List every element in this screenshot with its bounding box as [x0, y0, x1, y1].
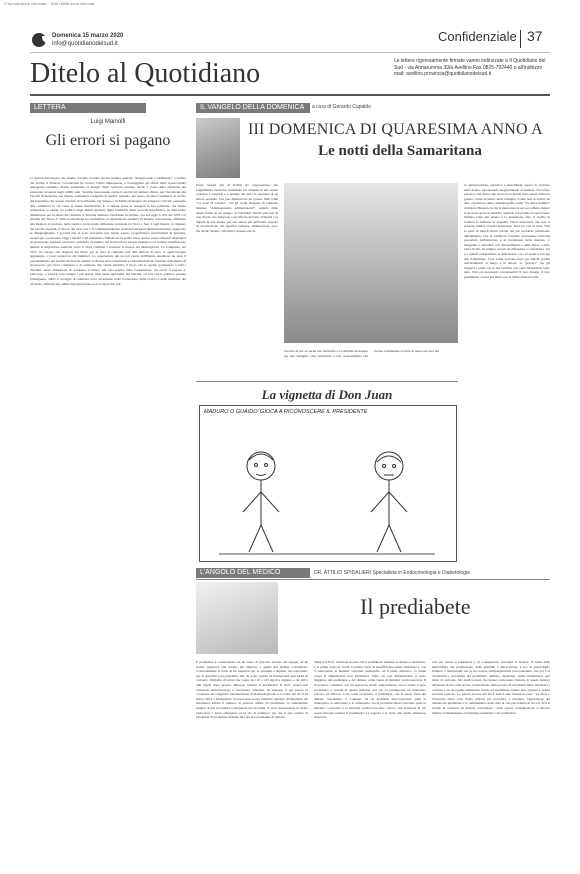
- header-date: Domenica 15 marzo 2020: [52, 33, 124, 39]
- gospel-subtitle: Le notti della Samaritana: [318, 143, 482, 159]
- letter-label-bar: LETTERA: [30, 103, 146, 113]
- doctor-photo: [196, 582, 278, 654]
- header-divider: [520, 30, 521, 48]
- doctor-column-2: Sempre il Prof. Chiasson ricorda che il prediabete, insieme al diabete conclamato, è la prima causa di cecità, la prima causa di insufficienza renale terminale e, con la neuropatia, le malattie vascolari periferiche, ed il piede diabetico, la prima causa di amputazione non traumatica. Tutto ciò non dimenticando il ruolo maggiore del prediabete e del diabete come causa di malattie cardiovascolari. Il ricercatore canadese, con un approccio molto anglosassone, evoca anche il peso economico e sociale di queste malattie, per cui va presupposto un intervento precoce ed efficace. Così come accennato, il prediabete, con la stessa forza del diabete conclamato, è connesso sia ad problemi microvascolari quali la retinopatia, la nefropatia e la retinopatia, sia di problemi macrovascolari quali la malattia coronarica e la malattia cerebrovascolare. Allora alla domanda di cui sopra: bisogna trattare il prediabete? La risposta è sì. Sono allo studio numerose molecole: [314, 660, 426, 720]
- cartoon-title: La vignetta di Don Juan: [261, 387, 393, 402]
- gospel-byline: a cura di Gerardo Capaldo: [312, 104, 371, 110]
- header-email[interactable]: info@quotidianodelsud.it: [52, 41, 118, 47]
- masthead-notice: Le lettere rigorosamente firmate vanno indirizzate a Il Quotidiano del Sud - via Annarumma 39/a Avellino Fax 0825-792440 o all'indirizzo mail: avellino.provincia@quotidianodelsud.it: [394, 58, 546, 78]
- masthead-title: Ditelo al Quotidiano: [30, 58, 261, 89]
- masthead-rule: [30, 94, 550, 96]
- doctor-rule: [196, 579, 550, 580]
- cartoon-rule-top: [196, 381, 458, 382]
- letter-title: Gli errori si pagano: [45, 132, 171, 149]
- gospel-title: III DOMENICA DI QUARESIMA ANNO A: [248, 121, 543, 138]
- doctor-column-1: Il prediabete è caratterizzato da un basso di glucosio elevato nel sangue, ad un livello superiore alla norma, ma inferiore a quello del diabete conclamato. Concretamente si tratta di tre superiori per la glicemia a digiuno, ma soprattutto per la glicemia post-prandiale, tale da poter parlare di intolleranza agli idrati di carbonio. Parliamo di valori che vanno da 110 a 125 mg/dl a digiuno, e da 140 a 199 mg/dl dopo pranzo. Bisogna trattare il prediabete? Il Prof. Jean-Louis Chiasson, endocrinologo e ricercatore canadese, ha espresso il suo parere in occasione del congresso internazionale di diabetologia che si è svolto dal 26 al 29 marzo 2013 a Montpellier. Il ricercatore suona l'allarme riguardo all'ampiezza del fenomeno. Infatti il numero di persone affette da prediabete va aumentando sempre di più e potrebbe raddoppiare nei prossimi 15 anni, interessando in molto particolare i paesi emergenti ed in via di sviluppo, per cui si può parlare di pandemia di prediabete insieme alla più nota pandemia di diabete.: [196, 660, 308, 720]
- gospel-column-2: favorire di per sé anche una maternità e la stabilità necessaria per una famiglia. Una sensibilità e una responsabilità che l'uomo solitamente avverte di meno nei suoi dei: [284, 349, 439, 358]
- section-name: Confidenziale: [438, 29, 517, 44]
- cartoon-figure-left: [243, 452, 279, 552]
- cartoon-figure-right: [371, 452, 407, 552]
- cartoon-drawing: [199, 420, 455, 560]
- top-notice: © riproduzione riservata · Tutti i diritti sono riservati: [4, 1, 95, 6]
- gospel-column-3: ra adolescenziale, egoistica e maschilista, spesso fa ricadere sulla donna, esponendola maggiormente al ludibrio. Un tempo perverso che divora ma che non si riperde sulla stessa donna in guasto, come accaduto nella famiglia. Come non ricordare un altro capolavoro della cinematografia come “La dolce fiamma” di Robert Bresson, in cui la mancanza di un vero affetto induce la giovane sposa al suicidio. Quando poi prende il sopravvento l'umano tanto più umano è la detenzione, fino al rischio di tradurre la bellezza in tragedia. Valori universali, che non si possono ridurre a fugaci apparenze. Tesori in vasi di creta. Vale la pena di tenerli stretti perché dal più profondo patrimonio dell'umanità. Che le tradizioni cristiane, nonostante l'estrema precarietà dell'esistenza e la ristrettezza della materia, ci insegnino a custodire, con discernimento e nella fatica, e tutti, tutti i livelli, ha sempre cercato di diffondere e consolidare. Un po' quindi comprendere la delicatezza con cui Gesù si rivolge alla Samaritana. Così come avevano fatto gli antichi profeti nell'inchinarsi al fango e al dolore, al “peccato” che gli bagnava i piedi con le sue lacrime, una certa Maddalena tanto altre. Non era necessario condannarla? Il loro disagio, il loro pentimento creava già molto per la divina misericordia.: [464, 183, 550, 279]
- church-photo: [284, 183, 458, 343]
- doctor-column-3: cole per curare il prediabete e, di conseguenza, prevenire il diabete. Si tratta della metformina, del pioglitazone, delle glitinidi, e dell'acarbose. L'uso di quest'ultimo farmaco è interessante per la sua azione sull'iperglicemia post-prandiale, che poi è la caratteristica prevalente del prediabete, definito, ripetiamo, anche intolleranza agli idrati di carbonio. Ma studi recenti, che hanno confrontato l'azione di questi farmaci all'azione di uno stile di vita caratterizzato dalla pratica di un'attività fisica moderata e costante e da un regime alimentare sobrio ed equilibrato, hanno dato ragione a questa seconda opzione. Le parole precise del Prof. Jean-Louis Chiasson sono: “La dieta e l'esercizio fisico sono molto efficaci per prevenire, o ritardare, l'apparizione del diabete nei prediabetici. Il cambiamento dello stile di vita può ridurre di circa il 50% il rischio di contrarre un diabete conclamato”. Tutte queste considerazioni ci devono indurre evidentemente al depistage sistematico del prediabete.: [432, 660, 550, 715]
- cartoon-caption: MADURO O GUAIDO' GIOCA A RICONOSCERE IL PRESIDENTE: [204, 409, 368, 415]
- doctor-byline: DR. ATTILIO SPIDALIERI Specialista in Endocrinologia e Diabetologia: [314, 570, 470, 576]
- letter-body: La guerra psicologica che stiamo vivendo avrebbe dovuto indurre qualche “mangia pane a tradimento” a parlare del perché il dittatore Coronavirus ha trovato l'Italia impreparata, a fronteggiare gli effetti della sopravvenuta emergenza sanitaria. Siamo assistendo al disagio degli operatori sanitari, anche a causa della riduzione del personale avvenuta negli ultimi anni. Sarebbe interessante capire il perché del numero chiuso per l'iscrizione alla Facoltà di medicina, nel mentre aumentava l'esigenza di medici. Quando, per paura, ipotizzo l'esistenza di un filo del fenomeno che stanno vivendo in Lombardia, nel Veneto e in Emilia Romagna, mi vengono i brividi, pensando alle condizioni in cui versa la sanità meridionale. E, la mente passa in rassegna le fasi politiche, che hanno influenzato la sanità. La politica degli ultimi decenni, figlia prediletta della seconda Repubblica, ha dimostrato disinteresse per la salute dei cittadini. Il Sistema Sanitario Nazionale fu istituito con la Legge n. 833 del 1978 e la riforma del Titolo V della Costituzione ha trasformato la legislazione sanitaria in materia concorrente, affidando alle Regioni la gestione della sanità e provocando differenze profonde tra Nord e Sud. I tagli lineari, la chiusura dei piccoli ospedali, il blocco del turn over e il commissariamento di diverse Regioni meridionali hanno aggravato le disuguaglianze. I governi che si sono succeduti non hanno saputo programmare investimenti in strutture, tecnologie e personale. Oggi i medici e gli infermieri combattono in prima linea, spesso senza adeguati dispositivi di protezione, pagando un prezzo altissimo. Il numero dei posti letto in terapia intensiva si è rivelato insufficiente, mentre la migrazione sanitaria verso il Nord continua a svuotare le risorse del Mezzogiorno. La Campania, nel 2017, ha versato alle Regioni del Nord, per la cura di campani, ben 300 milioni di euro, ai quali bisogna aggiungere i costi sopportati dai familiari. Le popolazioni dei piccoli centri dell'Irpinia attendono da anni il potenziamento dei presidi territoriali, mentre si discute di accorpamenti e razionalizzazioni. Sarebbe il momento di riconoscere gli errori commessi e di restituire alla sanità pubblica il ruolo che le spetta, garantendo a tutti i cittadini, senza distinzione di residenza, il diritto alla cura sancito dalla Costituzione. Gli errori si pagano e, purtroppo, a pagarli sono sempre i più deboli. Non basta applaudire dai balconi: occorre che la politica, passata l'emergenza, abbia il coraggio di cambiare rotta, investendo nella formazione, nella ricerca e nella medicina del territorio, affinché una simile impreparazione non si ripeta mai più.: [30, 176, 186, 286]
- doctor-label-bar: L'ANGOLO DEL MEDICO: [196, 568, 310, 578]
- gospel-label-bar: IL VANGELO DELLA DOMENICA: [196, 103, 310, 113]
- letter-author: Luigi Mainolfi: [90, 119, 126, 125]
- gospel-author-photo: [196, 118, 240, 178]
- header-rule: [30, 52, 550, 53]
- page-number: 37: [527, 28, 543, 44]
- doctor-title: Il prediabete: [360, 594, 471, 619]
- gospel-column-1: Forse nessun più di Pellini ha rappresentato più saggiamente l'universo femminile e il dramma di una donna costretta a vendersi e a perdere del tutto la speranza di un amore normale. Chi può dimenticare un grande film come “Le notti di Cabiria”, con gli occhi disperati di Giulietta Masina: “Ammazzatemi, ammazzatemi”, seguito dalla danza finale di un gruppo di fanciulle? Ossuri percorsi di non ritorno che inducono a sacrificare del tutto l'identità e la dignità di una donna, per sua natura più dell'uomo esposta ad un'attrazione che significa bellezza, ammirazione, eros, ma anche rispetto, affettività, unione tale da: [196, 183, 278, 233]
